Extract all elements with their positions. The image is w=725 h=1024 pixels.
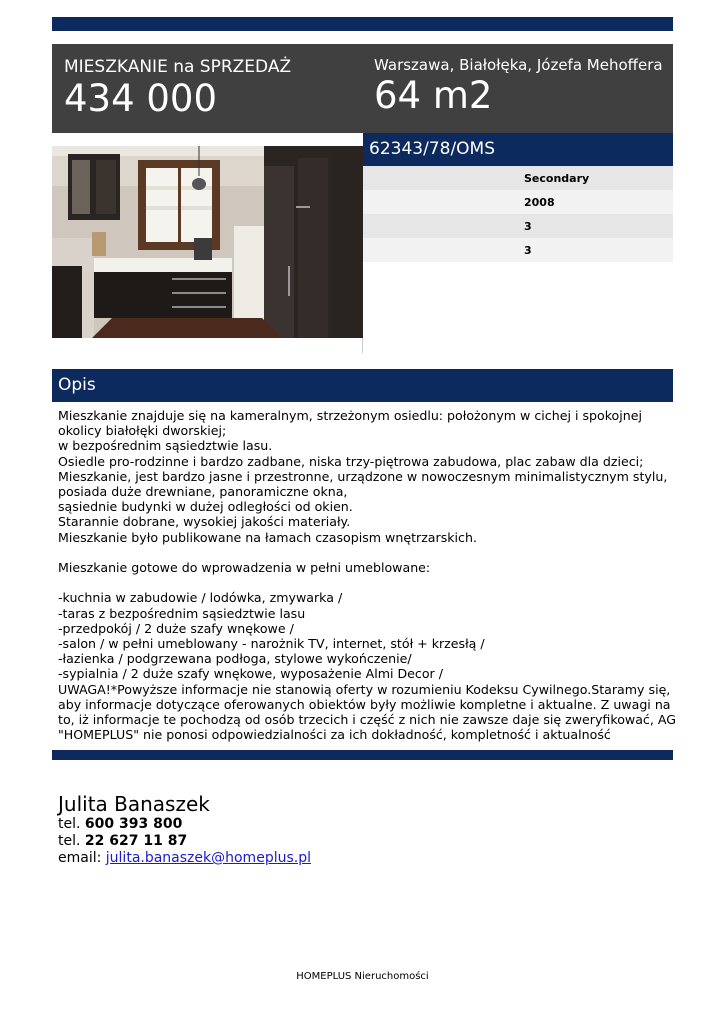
attribute-value: 3 [524, 244, 532, 257]
description-line: Osiedle pro-rodzinne i bardzo zadbane, niska trzy-piętrowa zabudowa, plac zabaw dla dzieci; [58, 453, 644, 469]
footer: HOMEPLUS Nieruchomości [296, 971, 429, 982]
agent-name: Julita Banaszek [58, 792, 210, 816]
property-photo-frame [52, 133, 363, 353]
phone-label: tel. [58, 833, 85, 849]
attribute-row [363, 238, 673, 262]
description-body [58, 408, 677, 743]
top-bar [52, 17, 673, 31]
bottom-bar [52, 750, 673, 760]
description-line: Mieszkanie było publikowane na łamach czasopism wnętrzarskich. [58, 529, 477, 545]
description-line: -salon / w pełni umeblowany - narożnik TV, internet, stół + krzesłą / [58, 636, 485, 652]
description-line: -przedpokój / 2 duże szafy wnękowe / [58, 620, 294, 636]
email-label: email: [58, 850, 106, 866]
phone-line [58, 833, 311, 850]
description-line: -łazienka / podgrzewana podłoga, stylowe wykończenie/ [58, 651, 412, 667]
description-line: -sypialnia / 2 duże szafy wnękowe, wyposażenie Almi Decor / [58, 666, 443, 682]
agent-contact [58, 792, 311, 867]
description-line: posiada duże drewniane, panoramiczne okna, [58, 484, 348, 500]
phone-number: 600 393 800 [84, 816, 183, 832]
description-line: okolicy białołęki dworskiej; [58, 423, 227, 439]
description-line: Mieszkanie znajduje się na kameralnym, strzeżonym osiedlu: położonym w cichej i spokojnej [58, 408, 642, 423]
description-heading-bar [52, 369, 673, 402]
attribute-value: 3 [524, 220, 532, 233]
phone-line [58, 816, 311, 833]
description-line: aby informacje dotyczące oferowanych obiektów były możliwie kompletne i aktualne. Z uwagi na [58, 696, 671, 712]
attribute-value: Secondary [524, 172, 590, 185]
listing-header [52, 44, 673, 133]
description-line: Mieszkanie gotowe do wprowadzenia w pełni umeblowane: [58, 560, 431, 576]
paragraph-gap [58, 545, 670, 560]
email-line [58, 850, 311, 867]
paragraph-gap [58, 575, 670, 590]
description-line: w bezpośrednim sąsiedztwie lasu. [58, 438, 273, 454]
description-line: -taras z bezpośrednim sąsiedztwie lasu [58, 605, 306, 621]
reference-bar [363, 133, 673, 166]
reference-number: 62343/78/OMS [369, 139, 496, 159]
description-line: to, iż informacje te pochodzą od osób trzecich i część z nich nie zawsze daje się zweryfikować, AG [58, 712, 677, 728]
photo-divider [362, 338, 363, 353]
attribute-row [363, 166, 673, 190]
description-line: "HOMEPLUS" nie ponosi odpowiedzialności za ich dokładność, kompletność i aktualność [58, 727, 611, 743]
description-line: -kuchnia w zabudowie / lodówka, zmywarka / [58, 590, 343, 606]
listing-area: 64 m2 [374, 74, 493, 117]
email-link[interactable]: julita.banaszek@homeplus.pl [105, 850, 311, 866]
description-line: sąsiednie budynki w dużej odległości od okien. [58, 499, 353, 515]
listing-location: Warszawa, Białołęka, Józefa Mehoffera [374, 56, 663, 74]
description-line: Mieszkanie, jest bardzo jasne i przestronne, urządzone w nowoczesnym minimalistycznym stylu, [58, 468, 668, 484]
attribute-row [363, 214, 673, 238]
listing-type: MIESZKANIE na SPRZEDAŻ [64, 57, 292, 77]
description-line: UWAGA!*Powyższe informacje nie stanowią oferty w rozumieniu Kodeksu Cywilnego.Staramy się, [58, 681, 671, 697]
property-photo [52, 146, 363, 338]
listing-price: 434 000 [64, 77, 218, 120]
description-heading: Opis [58, 375, 96, 395]
phone-label: tel. [58, 816, 85, 832]
attribute-row [363, 190, 673, 214]
phone-number: 22 627 11 87 [84, 833, 188, 849]
description-line: Starannie dobrane, wysokiej jakości materiały. [58, 514, 351, 530]
attribute-value: 2008 [524, 196, 555, 209]
